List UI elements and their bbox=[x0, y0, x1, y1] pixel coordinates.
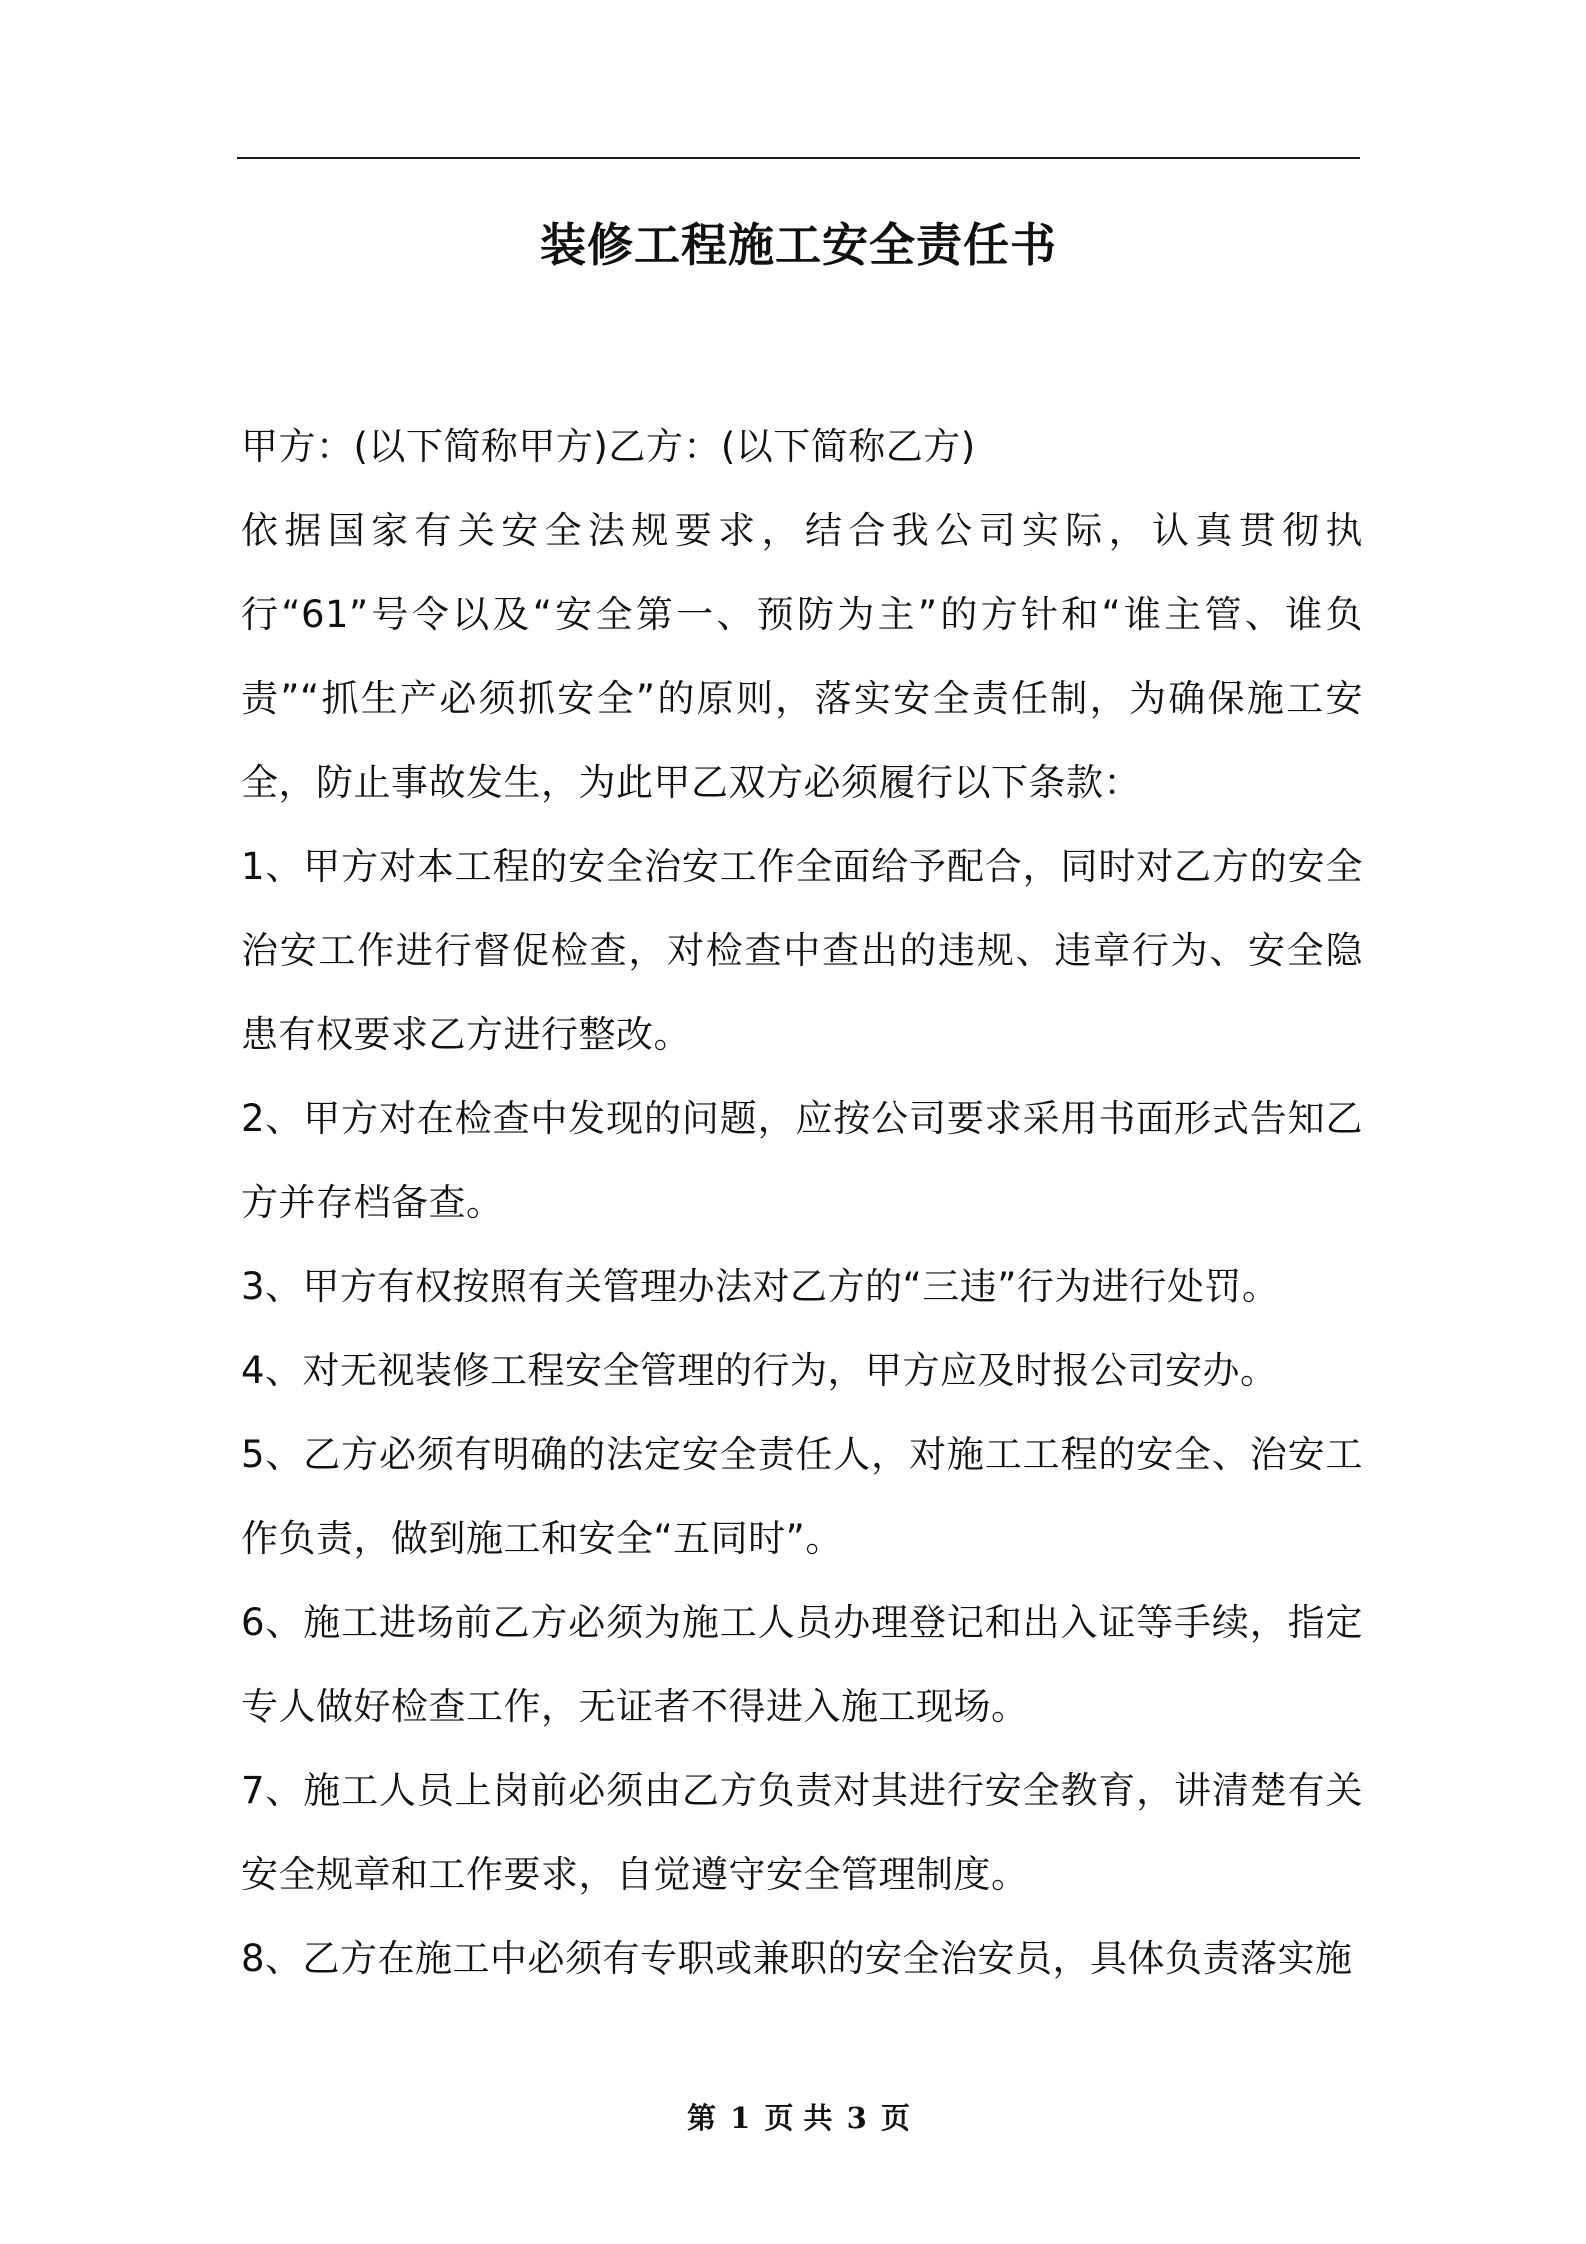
document-body bbox=[241, 405, 1363, 2001]
parties-line: 甲方：(以下简称甲方)乙方：(以下简称乙方) bbox=[241, 425, 976, 468]
header-rule bbox=[237, 157, 1360, 159]
footer-suffix: 页 bbox=[880, 2101, 910, 2135]
clause-8: 8、乙方在施工中必须有专职或兼职的安全治安员，具体负责落实施 bbox=[241, 1937, 1353, 1980]
footer-prefix: 第 bbox=[687, 2101, 717, 2135]
footer-middle: 页 共 bbox=[764, 2101, 833, 2135]
clause-5: 5、乙方必须有明确的法定安全责任人，对施工工程的安全、治安工作负责，做到施工和安全“五同时”。 bbox=[241, 1433, 1363, 1560]
document-title: 装修工程施工安全责任书 bbox=[540, 218, 1057, 272]
clause-4: 4、对无视装修工程安全管理的行为，甲方应及时报公司安办。 bbox=[241, 1349, 1278, 1392]
clause-1: 1、甲方对本工程的安全治安工作全面给予配合，同时对乙方的安全治安工作进行督促检查，对检查中查出的违规、违章行为、安全隐患有权要求乙方进行整改。 bbox=[241, 845, 1363, 1056]
clause-6: 6、施工进场前乙方必须为施工人员办理登记和出入证等手续，指定专人做好检查工作，无证者不得进入施工现场。 bbox=[241, 1601, 1363, 1728]
footer-page-number: 1 bbox=[730, 2101, 751, 2135]
footer-total-pages: 3 bbox=[846, 2101, 867, 2135]
clause-7: 7、施工人员上岗前必须由乙方负责对其进行安全教育，讲清楚有关安全规章和工作要求，自觉遵守安全管理制度。 bbox=[241, 1769, 1363, 1896]
page-footer bbox=[237, 2098, 1360, 2138]
clause-2: 2、甲方对在检查中发现的问题，应按公司要求采用书面形式告知乙方并存档备查。 bbox=[241, 1097, 1363, 1224]
intro-paragraph: 依据国家有关安全法规要求，结合我公司实际，认真贯彻执行“61”号令以及“安全第一、预防为主”的方针和“谁主管、谁负责”“抓生产必须抓安全”的原则，落实安全责任制，为确保施工安全，防止事故发生，为此甲乙双方必须履行以下条款： bbox=[241, 509, 1363, 804]
clause-3: 3、甲方有权按照有关管理办法对乙方的“三违”行为进行处罚。 bbox=[241, 1265, 1280, 1308]
